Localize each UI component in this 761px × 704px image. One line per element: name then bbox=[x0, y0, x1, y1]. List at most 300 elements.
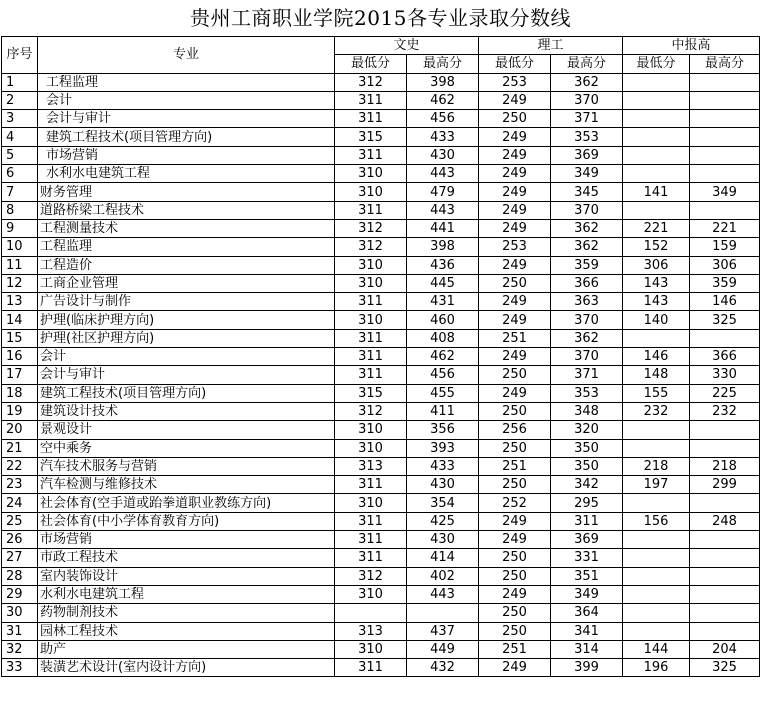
wenshi-min-cell: 310 bbox=[335, 585, 407, 603]
table-row bbox=[2, 219, 760, 237]
ligong-max-cell: 295 bbox=[551, 494, 623, 512]
wenshi-max-cell: 398 bbox=[407, 238, 479, 256]
wenshi-max-cell: 431 bbox=[407, 293, 479, 311]
zhongbaogao-max-cell bbox=[690, 146, 760, 164]
wenshi-min-cell: 312 bbox=[335, 73, 407, 91]
ligong-min-cell: 249 bbox=[479, 384, 551, 402]
major-name-cell: 社会体育(空手道或跆拳道职业教练方向) bbox=[38, 494, 335, 512]
table-row bbox=[2, 183, 760, 201]
table-row bbox=[2, 366, 760, 384]
table-row bbox=[2, 384, 760, 402]
wenshi-min-cell: 312 bbox=[335, 238, 407, 256]
zhongbaogao-max-cell: 204 bbox=[690, 640, 760, 658]
ligong-max-cell: 331 bbox=[551, 549, 623, 567]
major-name-cell: 护理(临床护理方向) bbox=[38, 311, 335, 329]
ligong-max-cell: 350 bbox=[551, 457, 623, 475]
ligong-max-cell: 366 bbox=[551, 274, 623, 292]
wenshi-min-cell: 311 bbox=[335, 659, 407, 677]
header-wenshi-max: 最高分 bbox=[407, 55, 479, 73]
header-zhongbaogao-min: 最低分 bbox=[623, 55, 690, 73]
ligong-max-cell: 353 bbox=[551, 128, 623, 146]
zhongbaogao-min-cell bbox=[623, 165, 690, 183]
zhongbaogao-max-cell bbox=[690, 73, 760, 91]
wenshi-max-cell: 425 bbox=[407, 512, 479, 530]
wenshi-min-cell: 311 bbox=[335, 531, 407, 549]
wenshi-max-cell: 430 bbox=[407, 476, 479, 494]
zhongbaogao-min-cell bbox=[623, 128, 690, 146]
wenshi-min-cell: 310 bbox=[335, 183, 407, 201]
header-group-ligong: 理工 bbox=[479, 37, 623, 55]
wenshi-max-cell: 433 bbox=[407, 128, 479, 146]
ligong-min-cell: 253 bbox=[479, 73, 551, 91]
table-row bbox=[2, 146, 760, 164]
ligong-min-cell: 250 bbox=[479, 110, 551, 128]
zhongbaogao-min-cell: 155 bbox=[623, 384, 690, 402]
major-name-cell: 会计 bbox=[38, 91, 335, 109]
header-index: 序号 bbox=[2, 37, 38, 74]
wenshi-min-cell: 310 bbox=[335, 274, 407, 292]
wenshi-max-cell: 436 bbox=[407, 256, 479, 274]
wenshi-max-cell: 462 bbox=[407, 348, 479, 366]
zhongbaogao-max-cell bbox=[690, 531, 760, 549]
row-index-cell: 3 bbox=[2, 110, 38, 128]
zhongbaogao-max-cell bbox=[690, 549, 760, 567]
ligong-min-cell: 250 bbox=[479, 366, 551, 384]
zhongbaogao-max-cell: 225 bbox=[690, 384, 760, 402]
row-index-cell: 11 bbox=[2, 256, 38, 274]
major-name-cell: 财务管理 bbox=[38, 183, 335, 201]
major-name-cell: 空中乘务 bbox=[38, 439, 335, 457]
wenshi-min-cell: 310 bbox=[335, 439, 407, 457]
major-name-cell: 工程测量技术 bbox=[38, 219, 335, 237]
wenshi-max-cell: 430 bbox=[407, 146, 479, 164]
wenshi-min-cell: 312 bbox=[335, 402, 407, 420]
zhongbaogao-max-cell: 306 bbox=[690, 256, 760, 274]
table-row bbox=[2, 640, 760, 658]
header-row-groups bbox=[2, 37, 760, 55]
ligong-min-cell: 251 bbox=[479, 457, 551, 475]
major-name-cell: 会计 bbox=[38, 348, 335, 366]
zhongbaogao-min-cell bbox=[623, 421, 690, 439]
wenshi-max-cell: 408 bbox=[407, 329, 479, 347]
zhongbaogao-min-cell: 221 bbox=[623, 219, 690, 237]
row-index-cell: 12 bbox=[2, 274, 38, 292]
table-row bbox=[2, 622, 760, 640]
row-index-cell: 19 bbox=[2, 402, 38, 420]
major-name-cell: 会计与审计 bbox=[38, 110, 335, 128]
wenshi-min-cell: 313 bbox=[335, 622, 407, 640]
zhongbaogao-min-cell bbox=[623, 549, 690, 567]
zhongbaogao-min-cell: 197 bbox=[623, 476, 690, 494]
zhongbaogao-min-cell bbox=[623, 201, 690, 219]
wenshi-max-cell: 462 bbox=[407, 91, 479, 109]
wenshi-min-cell: 311 bbox=[335, 201, 407, 219]
ligong-min-cell: 250 bbox=[479, 402, 551, 420]
zhongbaogao-max-cell bbox=[690, 622, 760, 640]
row-index-cell: 27 bbox=[2, 549, 38, 567]
wenshi-max-cell: 443 bbox=[407, 585, 479, 603]
ligong-min-cell: 250 bbox=[479, 622, 551, 640]
wenshi-max-cell: 479 bbox=[407, 183, 479, 201]
table-row bbox=[2, 659, 760, 677]
wenshi-max-cell: 455 bbox=[407, 384, 479, 402]
ligong-max-cell: 371 bbox=[551, 110, 623, 128]
ligong-min-cell: 253 bbox=[479, 238, 551, 256]
table-row bbox=[2, 421, 760, 439]
wenshi-max-cell: 443 bbox=[407, 165, 479, 183]
major-name-cell: 助产 bbox=[38, 640, 335, 658]
table-row bbox=[2, 348, 760, 366]
ligong-min-cell: 249 bbox=[479, 348, 551, 366]
ligong-max-cell: 342 bbox=[551, 476, 623, 494]
zhongbaogao-max-cell bbox=[690, 110, 760, 128]
row-index-cell: 5 bbox=[2, 146, 38, 164]
table-row bbox=[2, 531, 760, 549]
ligong-max-cell: 350 bbox=[551, 439, 623, 457]
row-index-cell: 30 bbox=[2, 604, 38, 622]
zhongbaogao-min-cell bbox=[623, 585, 690, 603]
ligong-max-cell: 359 bbox=[551, 256, 623, 274]
ligong-max-cell: 362 bbox=[551, 329, 623, 347]
table-row bbox=[2, 91, 760, 109]
row-index-cell: 28 bbox=[2, 567, 38, 585]
ligong-min-cell: 249 bbox=[479, 531, 551, 549]
major-name-cell: 工商企业管理 bbox=[38, 274, 335, 292]
zhongbaogao-max-cell bbox=[690, 329, 760, 347]
row-index-cell: 16 bbox=[2, 348, 38, 366]
row-index-cell: 20 bbox=[2, 421, 38, 439]
wenshi-max-cell: 354 bbox=[407, 494, 479, 512]
major-name-cell: 建筑工程技术(项目管理方向) bbox=[38, 384, 335, 402]
row-index-cell: 25 bbox=[2, 512, 38, 530]
wenshi-min-cell: 312 bbox=[335, 219, 407, 237]
wenshi-min-cell: 311 bbox=[335, 91, 407, 109]
wenshi-min-cell: 310 bbox=[335, 640, 407, 658]
header-zhongbaogao-max: 最高分 bbox=[690, 55, 760, 73]
wenshi-min-cell: 310 bbox=[335, 421, 407, 439]
row-index-cell: 21 bbox=[2, 439, 38, 457]
ligong-min-cell: 256 bbox=[479, 421, 551, 439]
wenshi-min-cell: 315 bbox=[335, 384, 407, 402]
table-row bbox=[2, 128, 760, 146]
row-index-cell: 29 bbox=[2, 585, 38, 603]
table-row bbox=[2, 585, 760, 603]
row-index-cell: 26 bbox=[2, 531, 38, 549]
zhongbaogao-min-cell: 306 bbox=[623, 256, 690, 274]
table-body bbox=[2, 73, 760, 677]
header-major: 专业 bbox=[38, 37, 335, 74]
zhongbaogao-min-cell: 140 bbox=[623, 311, 690, 329]
major-name-cell: 工程造价 bbox=[38, 256, 335, 274]
zhongbaogao-min-cell bbox=[623, 567, 690, 585]
zhongbaogao-max-cell: 232 bbox=[690, 402, 760, 420]
major-name-cell: 市政工程技术 bbox=[38, 549, 335, 567]
zhongbaogao-max-cell bbox=[690, 421, 760, 439]
zhongbaogao-max-cell bbox=[690, 128, 760, 146]
zhongbaogao-max-cell: 218 bbox=[690, 457, 760, 475]
row-index-cell: 22 bbox=[2, 457, 38, 475]
ligong-max-cell: 311 bbox=[551, 512, 623, 530]
ligong-min-cell: 249 bbox=[479, 293, 551, 311]
row-index-cell: 2 bbox=[2, 91, 38, 109]
wenshi-min-cell: 310 bbox=[335, 256, 407, 274]
ligong-min-cell: 249 bbox=[479, 659, 551, 677]
wenshi-min-cell: 311 bbox=[335, 110, 407, 128]
admission-score-table bbox=[1, 36, 760, 677]
table-row bbox=[2, 293, 760, 311]
major-name-cell: 园林工程技术 bbox=[38, 622, 335, 640]
table-row bbox=[2, 274, 760, 292]
ligong-max-cell: 369 bbox=[551, 531, 623, 549]
row-index-cell: 15 bbox=[2, 329, 38, 347]
row-index-cell: 6 bbox=[2, 165, 38, 183]
wenshi-max-cell: 433 bbox=[407, 457, 479, 475]
zhongbaogao-max-cell: 248 bbox=[690, 512, 760, 530]
zhongbaogao-max-cell: 325 bbox=[690, 659, 760, 677]
major-name-cell: 市场营销 bbox=[38, 531, 335, 549]
ligong-max-cell: 370 bbox=[551, 311, 623, 329]
header-ligong-max: 最高分 bbox=[551, 55, 623, 73]
row-index-cell: 7 bbox=[2, 183, 38, 201]
ligong-min-cell: 249 bbox=[479, 311, 551, 329]
wenshi-min-cell: 313 bbox=[335, 457, 407, 475]
wenshi-min-cell: 311 bbox=[335, 476, 407, 494]
ligong-max-cell: 370 bbox=[551, 348, 623, 366]
ligong-max-cell: 371 bbox=[551, 366, 623, 384]
wenshi-min-cell: 311 bbox=[335, 366, 407, 384]
table-row bbox=[2, 567, 760, 585]
wenshi-max-cell: 393 bbox=[407, 439, 479, 457]
zhongbaogao-min-cell bbox=[623, 73, 690, 91]
row-index-cell: 8 bbox=[2, 201, 38, 219]
ligong-max-cell: 320 bbox=[551, 421, 623, 439]
zhongbaogao-min-cell: 141 bbox=[623, 183, 690, 201]
major-name-cell: 药物制剂技术 bbox=[38, 604, 335, 622]
zhongbaogao-max-cell: 299 bbox=[690, 476, 760, 494]
zhongbaogao-min-cell: 143 bbox=[623, 293, 690, 311]
ligong-min-cell: 250 bbox=[479, 274, 551, 292]
zhongbaogao-min-cell: 218 bbox=[623, 457, 690, 475]
sheet-title: 贵州工商职业学院2015各专业录取分数线 bbox=[190, 6, 571, 30]
ligong-min-cell: 250 bbox=[479, 476, 551, 494]
major-name-cell: 水利水电建筑工程 bbox=[38, 165, 335, 183]
major-name-cell: 水利水电建筑工程 bbox=[38, 585, 335, 603]
table-row bbox=[2, 110, 760, 128]
zhongbaogao-min-cell bbox=[623, 329, 690, 347]
zhongbaogao-min-cell bbox=[623, 146, 690, 164]
zhongbaogao-min-cell: 152 bbox=[623, 238, 690, 256]
zhongbaogao-max-cell: 159 bbox=[690, 238, 760, 256]
wenshi-max-cell: 411 bbox=[407, 402, 479, 420]
ligong-max-cell: 370 bbox=[551, 91, 623, 109]
zhongbaogao-max-cell: 325 bbox=[690, 311, 760, 329]
ligong-min-cell: 252 bbox=[479, 494, 551, 512]
table-row bbox=[2, 73, 760, 91]
zhongbaogao-max-cell bbox=[690, 585, 760, 603]
row-index-cell: 31 bbox=[2, 622, 38, 640]
table-row bbox=[2, 402, 760, 420]
zhongbaogao-max-cell: 330 bbox=[690, 366, 760, 384]
row-index-cell: 17 bbox=[2, 366, 38, 384]
zhongbaogao-max-cell bbox=[690, 604, 760, 622]
zhongbaogao-min-cell bbox=[623, 91, 690, 109]
ligong-min-cell: 249 bbox=[479, 201, 551, 219]
row-index-cell: 9 bbox=[2, 219, 38, 237]
ligong-max-cell: 363 bbox=[551, 293, 623, 311]
table-row bbox=[2, 549, 760, 567]
row-index-cell: 24 bbox=[2, 494, 38, 512]
ligong-min-cell: 249 bbox=[479, 146, 551, 164]
ligong-min-cell: 249 bbox=[479, 183, 551, 201]
ligong-min-cell: 249 bbox=[479, 256, 551, 274]
zhongbaogao-min-cell bbox=[623, 604, 690, 622]
table-row bbox=[2, 329, 760, 347]
zhongbaogao-max-cell bbox=[690, 91, 760, 109]
wenshi-max-cell: 432 bbox=[407, 659, 479, 677]
wenshi-min-cell: 311 bbox=[335, 549, 407, 567]
wenshi-min-cell: 312 bbox=[335, 567, 407, 585]
wenshi-max-cell: 437 bbox=[407, 622, 479, 640]
header-group-wenshi: 文史 bbox=[335, 37, 479, 55]
zhongbaogao-max-cell bbox=[690, 494, 760, 512]
ligong-max-cell: 341 bbox=[551, 622, 623, 640]
wenshi-min-cell: 311 bbox=[335, 146, 407, 164]
wenshi-min-cell: 311 bbox=[335, 329, 407, 347]
ligong-max-cell: 370 bbox=[551, 201, 623, 219]
header-ligong-min: 最低分 bbox=[479, 55, 551, 73]
wenshi-max-cell: 443 bbox=[407, 201, 479, 219]
zhongbaogao-min-cell: 156 bbox=[623, 512, 690, 530]
row-index-cell: 18 bbox=[2, 384, 38, 402]
zhongbaogao-min-cell: 148 bbox=[623, 366, 690, 384]
row-index-cell: 32 bbox=[2, 640, 38, 658]
table-row bbox=[2, 439, 760, 457]
table-row bbox=[2, 476, 760, 494]
row-index-cell: 33 bbox=[2, 659, 38, 677]
ligong-min-cell: 249 bbox=[479, 219, 551, 237]
zhongbaogao-max-cell bbox=[690, 567, 760, 585]
table-row bbox=[2, 238, 760, 256]
ligong-min-cell: 250 bbox=[479, 567, 551, 585]
zhongbaogao-min-cell bbox=[623, 439, 690, 457]
zhongbaogao-max-cell bbox=[690, 439, 760, 457]
zhongbaogao-min-cell bbox=[623, 622, 690, 640]
wenshi-max-cell: 398 bbox=[407, 73, 479, 91]
ligong-max-cell: 362 bbox=[551, 219, 623, 237]
wenshi-min-cell: 310 bbox=[335, 494, 407, 512]
wenshi-max-cell: 456 bbox=[407, 110, 479, 128]
wenshi-max-cell: 430 bbox=[407, 531, 479, 549]
wenshi-max-cell: 356 bbox=[407, 421, 479, 439]
ligong-min-cell: 249 bbox=[479, 91, 551, 109]
ligong-max-cell: 351 bbox=[551, 567, 623, 585]
major-name-cell: 护理(社区护理方向) bbox=[38, 329, 335, 347]
zhongbaogao-min-cell bbox=[623, 110, 690, 128]
zhongbaogao-min-cell: 196 bbox=[623, 659, 690, 677]
major-name-cell: 建筑工程技术(项目管理方向) bbox=[38, 128, 335, 146]
wenshi-max-cell: 402 bbox=[407, 567, 479, 585]
ligong-min-cell: 249 bbox=[479, 585, 551, 603]
wenshi-min-cell: 311 bbox=[335, 512, 407, 530]
ligong-min-cell: 251 bbox=[479, 329, 551, 347]
ligong-min-cell: 249 bbox=[479, 128, 551, 146]
wenshi-min-cell: 310 bbox=[335, 311, 407, 329]
zhongbaogao-min-cell bbox=[623, 531, 690, 549]
table-row bbox=[2, 494, 760, 512]
row-index-cell: 10 bbox=[2, 238, 38, 256]
major-name-cell: 汽车技术服务与营销 bbox=[38, 457, 335, 475]
wenshi-max-cell: 441 bbox=[407, 219, 479, 237]
ligong-max-cell: 353 bbox=[551, 384, 623, 402]
table-row bbox=[2, 604, 760, 622]
ligong-max-cell: 314 bbox=[551, 640, 623, 658]
table-row bbox=[2, 201, 760, 219]
row-index-cell: 14 bbox=[2, 311, 38, 329]
zhongbaogao-min-cell: 143 bbox=[623, 274, 690, 292]
major-name-cell: 建筑设计技术 bbox=[38, 402, 335, 420]
zhongbaogao-max-cell: 146 bbox=[690, 293, 760, 311]
ligong-max-cell: 349 bbox=[551, 585, 623, 603]
major-name-cell: 室内装饰设计 bbox=[38, 567, 335, 585]
major-name-cell: 市场营销 bbox=[38, 146, 335, 164]
major-name-cell: 工程监理 bbox=[38, 73, 335, 91]
major-name-cell: 道路桥梁工程技术 bbox=[38, 201, 335, 219]
ligong-max-cell: 362 bbox=[551, 73, 623, 91]
zhongbaogao-max-cell bbox=[690, 201, 760, 219]
ligong-max-cell: 399 bbox=[551, 659, 623, 677]
wenshi-max-cell: 456 bbox=[407, 366, 479, 384]
wenshi-max-cell: 414 bbox=[407, 549, 479, 567]
table-row bbox=[2, 512, 760, 530]
ligong-max-cell: 348 bbox=[551, 402, 623, 420]
zhongbaogao-max-cell: 349 bbox=[690, 183, 760, 201]
ligong-min-cell: 251 bbox=[479, 640, 551, 658]
major-name-cell: 广告设计与制作 bbox=[38, 293, 335, 311]
zhongbaogao-max-cell: 366 bbox=[690, 348, 760, 366]
row-index-cell: 23 bbox=[2, 476, 38, 494]
ligong-min-cell: 249 bbox=[479, 165, 551, 183]
ligong-max-cell: 362 bbox=[551, 238, 623, 256]
zhongbaogao-max-cell: 359 bbox=[690, 274, 760, 292]
major-name-cell: 装潢艺术设计(室内设计方向) bbox=[38, 659, 335, 677]
major-name-cell: 会计与审计 bbox=[38, 366, 335, 384]
row-index-cell: 13 bbox=[2, 293, 38, 311]
table-row bbox=[2, 165, 760, 183]
ligong-min-cell: 250 bbox=[479, 439, 551, 457]
zhongbaogao-min-cell bbox=[623, 494, 690, 512]
zhongbaogao-min-cell: 146 bbox=[623, 348, 690, 366]
header-group-zhongbaogao: 中报高 bbox=[623, 37, 760, 55]
wenshi-max-cell: 460 bbox=[407, 311, 479, 329]
major-name-cell: 工程监理 bbox=[38, 238, 335, 256]
major-name-cell: 社会体育(中小学体育教育方向) bbox=[38, 512, 335, 530]
wenshi-min-cell: 310 bbox=[335, 165, 407, 183]
major-name-cell: 汽车检测与维修技术 bbox=[38, 476, 335, 494]
table-row bbox=[2, 256, 760, 274]
ligong-max-cell: 364 bbox=[551, 604, 623, 622]
wenshi-max-cell bbox=[407, 604, 479, 622]
ligong-min-cell: 249 bbox=[479, 512, 551, 530]
ligong-min-cell: 250 bbox=[479, 549, 551, 567]
ligong-max-cell: 349 bbox=[551, 165, 623, 183]
zhongbaogao-max-cell: 221 bbox=[690, 219, 760, 237]
zhongbaogao-min-cell: 232 bbox=[623, 402, 690, 420]
wenshi-max-cell: 449 bbox=[407, 640, 479, 658]
row-index-cell: 4 bbox=[2, 128, 38, 146]
wenshi-min-cell: 315 bbox=[335, 128, 407, 146]
zhongbaogao-min-cell: 144 bbox=[623, 640, 690, 658]
row-index-cell: 1 bbox=[2, 73, 38, 91]
